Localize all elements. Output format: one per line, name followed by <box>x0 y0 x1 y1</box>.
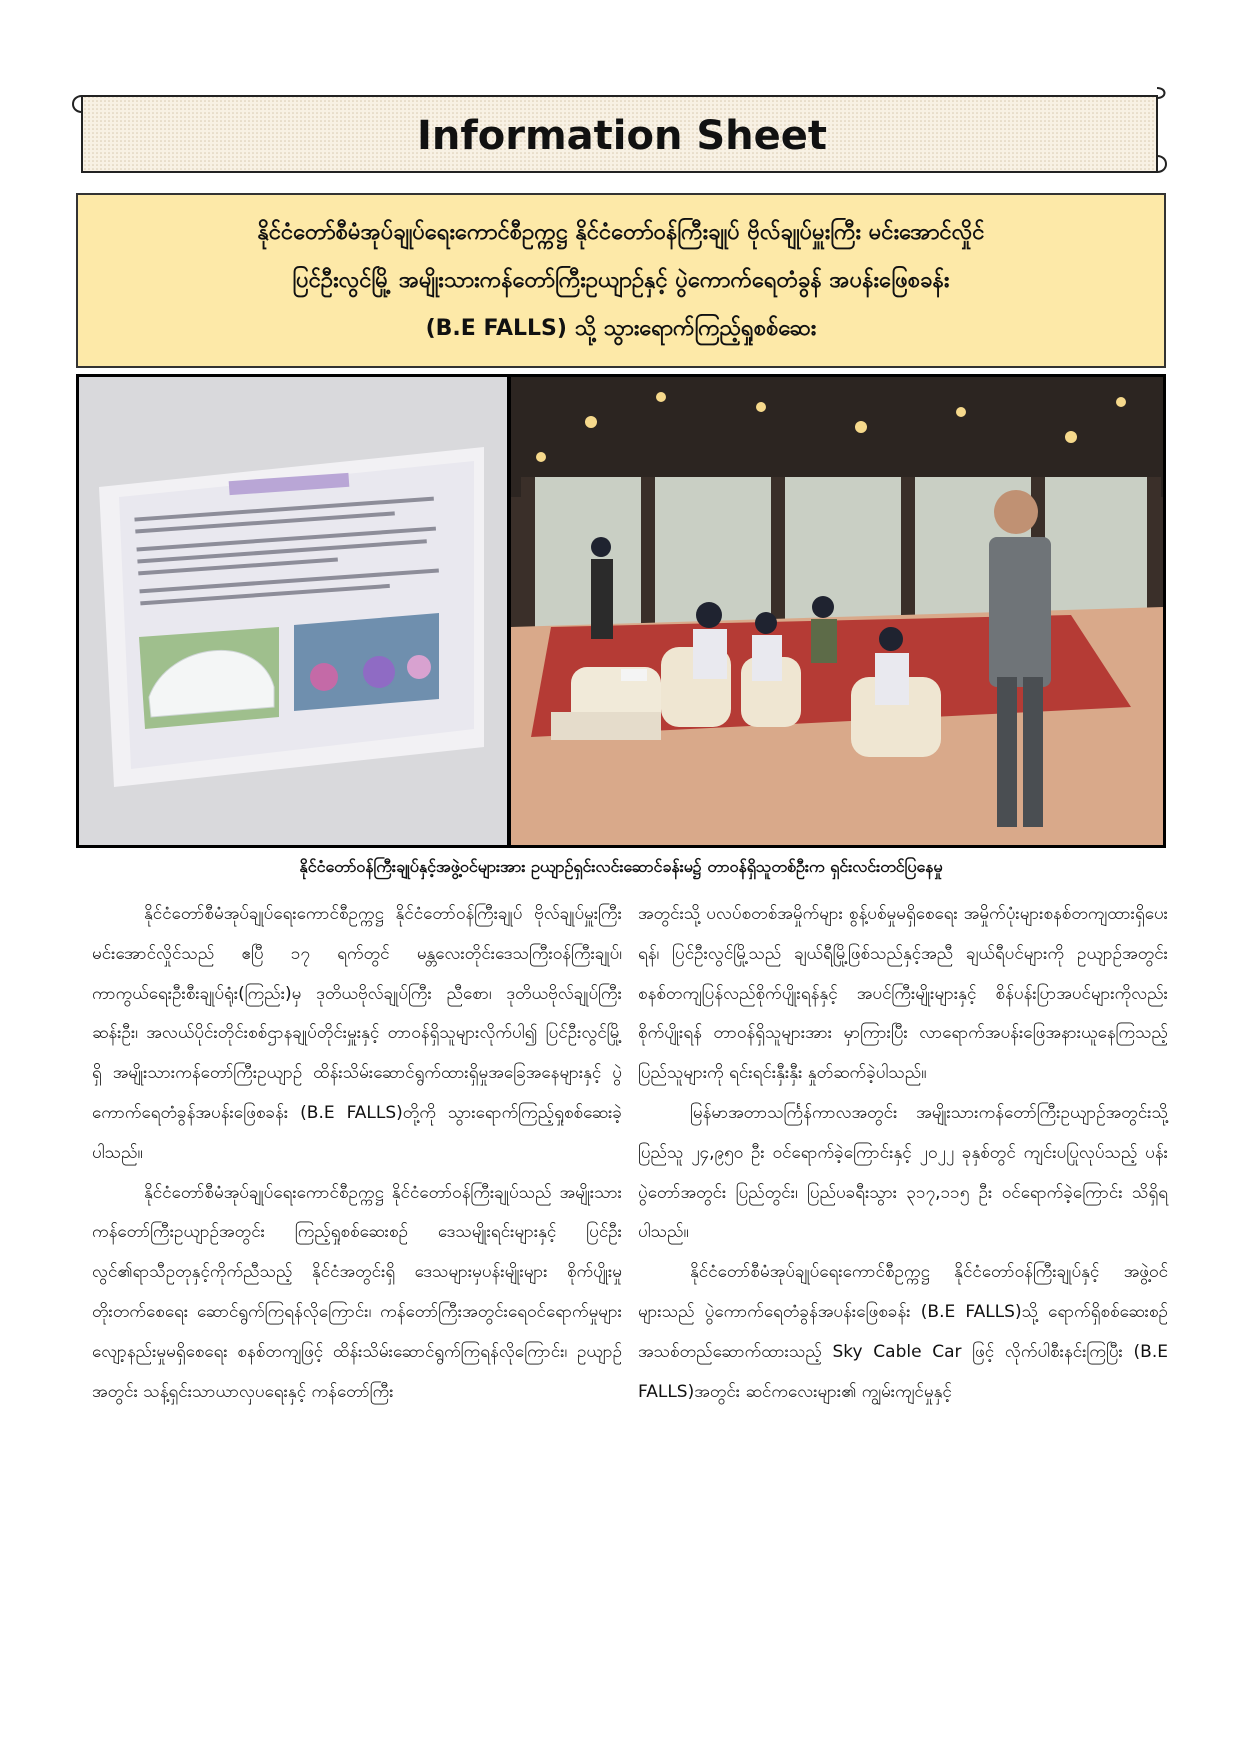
article-paragraph: မြန်မာအတာသင်္ကြန်ကာလအတွင်း အမျိုးသားကန်တော်ကြီးဥယျာဉ်အတွင်းသို့ ပြည်သူ ၂၄,၉၅၀ ဦး ဝင်ရောက်ခဲ့ကြောင်းနှင့် ၂၀၂၂ ခုနှစ်တွင် ကျင်းပပြုလုပ်သည့် ပန်းပွဲတော်အတွင်း ပြည်တွင်း၊ ပြည်ပခရီးသွား ၃၁၇,၁၁၅ ဦး ဝင်ရောက်ခဲ့ကြောင်း သိရှိရပါသည်။ <box>638 1102 1168 1243</box>
headline-line-2: ပြင်ဦးလွင်မြို့ အမျိုးသားကန်တော်ကြီးဥယျာဉ်နှင့် ပွဲကောက်ရေတံခွန် အပန်းဖြေစခန်း <box>292 267 950 293</box>
page-title: Information Sheet <box>416 113 828 159</box>
article-column-right <box>638 895 1168 1412</box>
title-banner <box>72 84 1172 182</box>
photo-caption: နိုင်ငံတော်ဝန်ကြီးချုပ်နှင့်အဖွဲ့ဝင်များအား ဥယျာဉ်ရှင်းလင်းဆောင်ခန်းမ၌ တာဝန်ရှိသူတစ်ဦးက ရှင်းလင်းတင်ပြနေမှု <box>299 857 943 876</box>
article-paragraph: နိုင်ငံတော်စီမံအုပ်ချုပ်ရေးကောင်စီဥက္ကဋ္ဌ နိုင်ငံတော်ဝန်ကြီးချုပ်နှင့် အဖွဲ့ဝင်များသည် ပွဲကောက်ရေတံခွန်အပန်းဖြေစခန်း (B.E FALLS)သို့ ရောက်ရှိစစ်ဆေးစဉ် အသစ်တည်ဆောက်ထားသည့် Sky Cable Car ဖြင့် လိုက်ပါစီးနင်းကြပြီး (B.E FALLS)အတွင်း ဆင်ကလေးများ၏ ကျွမ်းကျင်မှုနှင့် <box>638 1262 1168 1402</box>
article-paragraph: နိုင်ငံတော်စီမံအုပ်ချုပ်ရေးကောင်စီဥက္ကဋ္ဌ နိုင်ငံတော်ဝန်ကြီးချုပ်သည် အမျိုးသားကန်တော်ကြီးဥယျာဉ်အတွင်း ကြည့်ရှုစစ်ဆေးစဉ် ဒေသမျိုးရင်းများနှင့် ပြင်ဦးလွင်၏ရာသီဥတုနှင့်ကိုက်ညီသည့် နိုင်ငံအတွင်းရှိ ဒေသများမှပန်းမျိုးများ စိုက်ပျိုးမှုတိုးတက်စေရေး ဆောင်ရွက်ကြရန်လိုကြောင်း၊ ကန်တော်ကြီးအတွင်းရေဝင်ရောက်မှုများ လျော့နည်းမှုမရှိစေရေး စနစ်တကျဖြင့် ထိန်းသိမ်းဆောင်ရွက်ကြရန်လိုကြောင်း၊ ဥယျာဉ်အတွင်း သန့်ရှင်းသာယာလှပရေးနှင့် ကန်တော်ကြီး <box>92 1182 622 1402</box>
photo-panel <box>76 374 1166 848</box>
article-paragraph: အတွင်းသို့ ပလပ်စတစ်အမှိုက်များ စွန့်ပစ်မှုမရှိစေရေး အမှိုက်ပုံးများစနစ်တကျထားရှိပေးရန်၊ ပြင်ဦးလွင်မြို့သည် ချယ်ရီမြို့ဖြစ်သည်နှင့်အညီ ချယ်ရီပင်များကို ဥယျာဉ်အတွင်း စနစ်တကျပြန်လည်စိုက်ပျိုးရန်နှင့် အပင်ကြီးမျိုးများနှင့် စိန်ပန်းပြာအပင်များကိုလည်း စိုက်ပျိုးရန် တာဝန်ရှိသူများအား မှာကြားပြီး လာရောက်အပန်းဖြေအနားယူနေကြသည့် ပြည်သူများကို ရင်းရင်းနှီးနှီး နှုတ်ဆက်ခဲ့ပါသည်။ <box>638 904 1168 1084</box>
headline-line-3: (B.E FALLS) သို့ သွားရောက်ကြည့်ရှုစစ်ဆေး <box>425 315 817 341</box>
briefing-hall-photo <box>511 377 1163 845</box>
headline-box <box>76 193 1166 368</box>
headline-line-1: နိုင်ငံတော်စီမံအုပ်ချုပ်ရေးကောင်စီဥက္ကဋ္ဌ နိုင်ငံတော်ဝန်ကြီးချုပ် ဗိုလ်ချုပ်မှူးကြီး မင်းအောင်လှိုင် <box>257 219 985 245</box>
article-column-left <box>92 895 622 1412</box>
article-paragraph: နိုင်ငံတော်စီမံအုပ်ချုပ်ရေးကောင်စီဥက္ကဋ္ဌ နိုင်ငံတော်ဝန်ကြီးချုပ် ဗိုလ်ချုပ်မှူးကြီး မင်းအောင်လှိုင်သည် ဧပြီ ၁၇ ရက်တွင် မန္တလေးတိုင်းဒေသကြီးဝန်ကြီးချုပ်၊ ကာကွယ်ရေးဦးစီးချုပ်ရုံး(ကြည်း)မှ ဒုတိယဗိုလ်ချုပ်ကြီး ညီစော၊ ဒုတိယဗိုလ်ချုပ်ကြီး ဆန်းဦး၊ အလယ်ပိုင်းတိုင်းစစ်ဌာနချုပ်တိုင်းမှူးနှင့် တာဝန်ရှိသူများလိုက်ပါ၍ ပြင်ဦးလွင်မြို့ရှိ အမျိုးသားကန်တော်ကြီးဥယျာဉ် ထိန်းသိမ်းဆောင်ရွက်ထားရှိမှုအခြေအနေများနှင့် ပွဲကောက်ရေတံခွန်အပန်းဖြေစခန်း (B.E FALLS)တို့ကို သွားရောက်ကြည့်ရှုစစ်ဆေးခဲ့ပါသည်။ <box>92 904 622 1163</box>
presentation-slide-photo <box>79 377 507 845</box>
